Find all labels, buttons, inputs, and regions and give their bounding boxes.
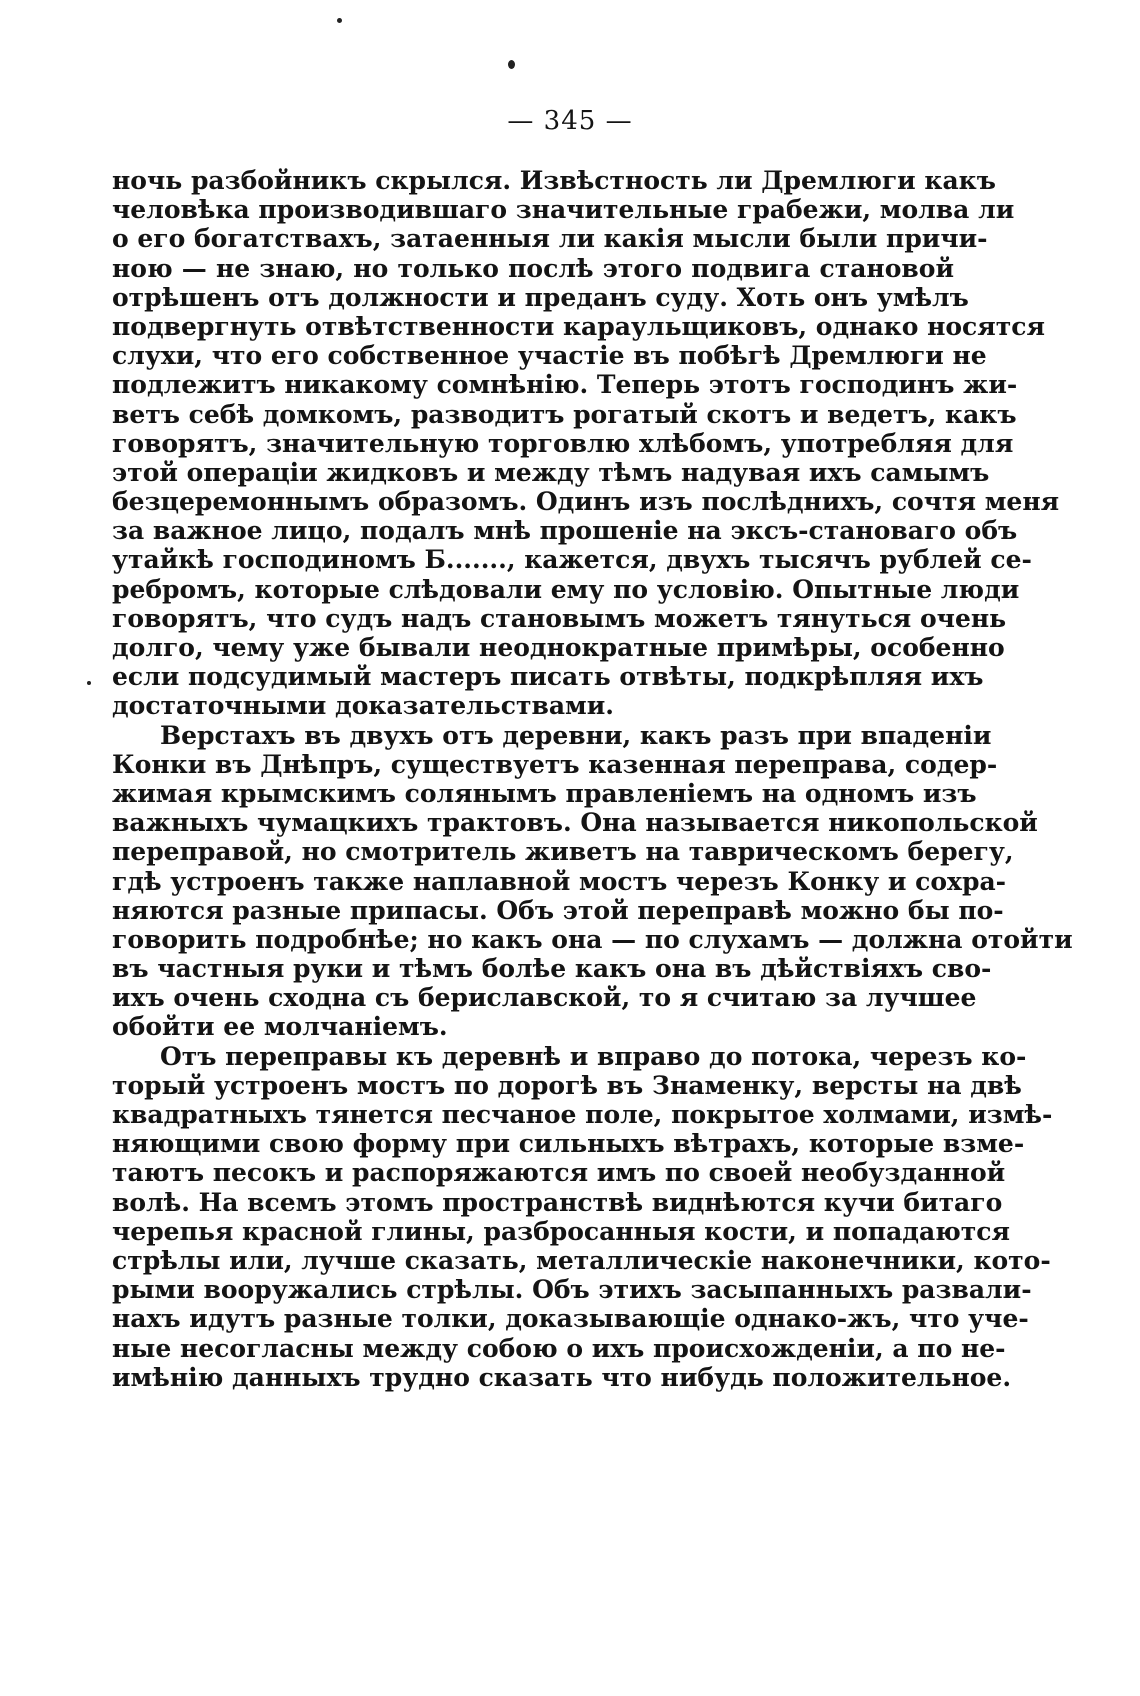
page-number: — 345 —: [507, 106, 633, 136]
text-line: жимая крымскимъ солянымъ правленіемъ на одномъ изъ: [112, 778, 977, 808]
text-line: переправой, но смотритель живетъ на таврическомъ берегу,: [112, 837, 1014, 867]
text-line: няющими свою форму при сильныхъ вѣтрахъ, которые взме-: [112, 1129, 1025, 1159]
paragraph-3: [112, 1041, 1053, 1392]
text-line: Отъ переправы къ деревнѣ и вправо до потока, черезъ ко-: [160, 1041, 1027, 1071]
text-line: таютъ песокъ и распоряжаются имъ по своей необузданной: [112, 1158, 1006, 1188]
text-line: въ частныя руки и тѣмъ болѣе какъ она въ дѣйствіяхъ сво-: [112, 954, 992, 984]
text-line: ночь разбойникъ скрылся. Извѣстность ли Дремлюги какъ: [112, 166, 996, 195]
text-line: отрѣшенъ отъ должности и преданъ суду. Хоть онъ умѣлъ: [112, 282, 969, 312]
text-line: волѣ. На всемъ этомъ пространствѣ виднѣются кучи битаго: [112, 1187, 1003, 1217]
text-line: черепья красной глины, разбросанныя кости, и попадаются: [112, 1216, 1010, 1246]
text-line: ною — не знаю, но только послѣ этого подвига становой: [112, 253, 954, 283]
text-line: имѣнію данныхъ трудно сказать что нибудь положительное.: [112, 1362, 1012, 1392]
text-line: стрѣлы или, лучше сказать, металлическіе наконечники, кото-: [112, 1245, 1051, 1275]
text-line: долго, чему уже бывали неоднократные примѣры, особенно: [112, 633, 1005, 662]
text-line: подлежитъ никакому сомнѣнію. Теперь этотъ господинъ жи-: [112, 370, 1018, 400]
paragraph-2: [112, 720, 1073, 1042]
text-line: ные несогласны между собою о ихъ происхожденіи, а по не-: [112, 1333, 1006, 1363]
text-line: если подсудимый мастеръ писать отвѣты, подкрѣпляя ихъ: [112, 662, 984, 692]
text-line: подвергнуть отвѣтственности караульщиковъ, однако носятся: [112, 311, 1045, 341]
text-line: утайкѣ господиномъ Б......., кажется, двухъ тысячъ рублей се-: [112, 545, 1032, 575]
text-line: говорятъ, значительную торговлю хлѣбомъ, употребляя для: [112, 428, 1014, 458]
text-line: няются разные припасы. Объ этой переправѣ можно бы по-: [112, 895, 1004, 925]
paragraph-1: [112, 166, 1060, 721]
body-text: [112, 166, 1073, 1392]
text-line: рыми вооружались стрѣлы. Объ этихъ засыпанныхъ развали-: [112, 1275, 1032, 1305]
text-line: важныхъ чумацкихъ трактовъ. Она называется никопольской: [112, 808, 1038, 838]
text-line: Конки въ Днѣпръ, существуетъ казенная переправа, содер-: [112, 749, 998, 779]
scan-speck: [87, 681, 91, 685]
text-line: торый устроенъ мостъ по дорогѣ въ Знаменку, версты на двѣ: [112, 1070, 1022, 1100]
text-line: о его богатствахъ, затаенныя ли какія мысли были причи-: [112, 224, 988, 254]
text-line: нахъ идутъ разные толки, доказывающіе однако-жъ, что уче-: [112, 1304, 1029, 1334]
text-line: ветъ себѣ домкомъ, разводитъ рогатый скотъ и ведетъ, какъ: [112, 399, 1017, 429]
text-line: говорить подробнѣе; но какъ она — по слухамъ — должна отойти: [112, 924, 1073, 954]
text-line: за важное лицо, подалъ мнѣ прошеніе на эксъ-становаго объ: [112, 516, 1018, 546]
text-line: говорятъ, что судъ надъ становымъ можетъ тянуться очень: [112, 603, 1007, 633]
text-line: ихъ очень сходна съ бериславской, то я считаю за лучшее: [112, 983, 977, 1013]
text-line: достаточными доказательствами.: [112, 691, 615, 721]
text-line: гдѣ устроенъ также наплавной мостъ черезъ Конку и сохра-: [112, 866, 1007, 896]
scan-speck: [337, 18, 342, 23]
text-line: квадратныхъ тянется песчаное поле, покрытое холмами, измѣ-: [112, 1100, 1053, 1129]
text-line: Верстахъ въ двухъ отъ деревни, какъ разъ при впаденіи: [160, 720, 992, 750]
text-line: этой операціи жидковъ и между тѣмъ надувая ихъ самымъ: [112, 457, 990, 487]
text-line: слухи, что его собственное участіе въ побѣгѣ Дремлюги не: [112, 341, 987, 371]
text-line: безцеремоннымъ образомъ. Одинъ изъ послѣднихъ, сочтя меня: [112, 487, 1060, 517]
text-line: человѣка производившаго значительные грабежи, молва ли: [112, 195, 1015, 225]
scan-speck: [508, 60, 515, 69]
text-line: ребромъ, которые слѣдовали ему по условію. Опытные люди: [112, 574, 1020, 604]
text-line: обойти ее молчаніемъ.: [112, 1012, 448, 1042]
